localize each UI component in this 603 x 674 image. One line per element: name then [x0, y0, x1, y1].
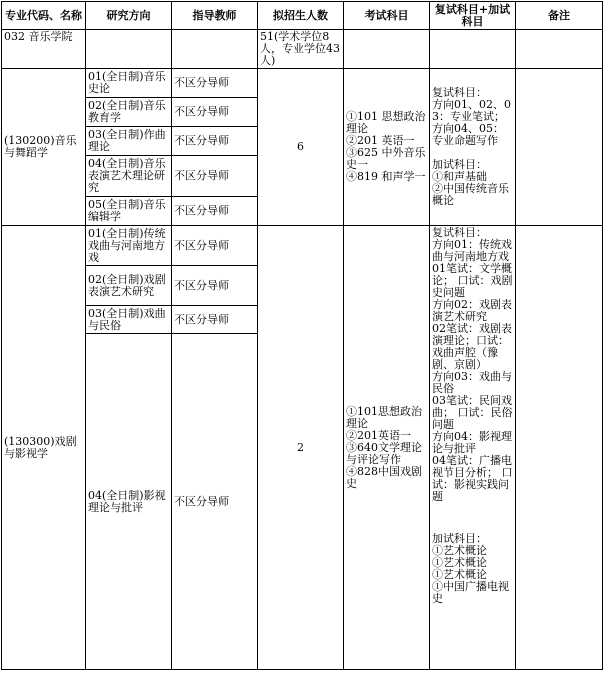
dept-advisor-cell: [172, 30, 258, 69]
exam-item: ③640文学理论与评论写作: [346, 440, 422, 466]
spacer: [432, 503, 513, 533]
exam-item: ④828中国戏剧史: [346, 464, 422, 490]
header-exam: 考试科目: [344, 2, 430, 30]
exam-item: ①101思想政治理论: [346, 404, 422, 430]
major1-direction: 02(全日制)音乐教育学: [86, 98, 172, 127]
major1-direction: 05(全日制)音乐编辑学: [86, 197, 172, 226]
major2-direction: 03(全日制)戏曲与民俗: [86, 306, 172, 334]
major1-advisor: 不区分导师: [172, 197, 258, 226]
header-major: 专业代码、名称: [2, 2, 86, 30]
major1-advisor: 不区分导师: [172, 69, 258, 98]
major1-retest: [430, 69, 516, 226]
dept-notes-cell: [516, 30, 603, 69]
header-retest: 复试科目+加试科目: [430, 2, 516, 30]
major2-advisor: 不区分导师: [172, 266, 258, 306]
dept-direction-cell: [86, 30, 172, 69]
retest-line: 04笔试：广播电视节目分析； 口试：影视实践问题: [432, 454, 513, 503]
dept-row: [2, 30, 603, 69]
major2-exams: [344, 226, 430, 670]
header-advisor: 指导教师: [172, 2, 258, 30]
extra-line: ①艺术概论: [432, 568, 487, 581]
major2-advisor: 不区分导师: [172, 306, 258, 334]
retest-line: 复试科目：: [432, 86, 487, 99]
exam-item: ①101 思想政治理论: [346, 110, 426, 135]
major1-direction: 01(全日制)音乐史论: [86, 69, 172, 98]
dept-retest-cell: [430, 30, 516, 69]
major1-exams: [344, 69, 430, 226]
major2-advisor: 不区分导师: [172, 226, 258, 266]
extra-line: ①和声基础: [432, 170, 487, 183]
dept-exam-cell: [344, 30, 430, 69]
major1-count: 6: [258, 69, 344, 226]
major1-advisor: 不区分导师: [172, 98, 258, 127]
dept-enroll: 51(学术学位8人，专业学位43人): [258, 30, 344, 69]
retest-line: 03笔试：民间戏曲； 口试：民俗问题: [432, 394, 513, 431]
major1-advisor: 不区分导师: [172, 156, 258, 197]
major1-notes: [516, 69, 603, 226]
exam-item: ②201英语一: [346, 428, 411, 442]
major2-retest: [430, 226, 516, 670]
major1-name: (130200)音乐与舞蹈学: [2, 69, 86, 226]
dept-name: 032 音乐学院: [2, 30, 86, 69]
retest-line: 方向04：影视理论与批评: [432, 430, 512, 455]
retest-line: 方向01：传统戏曲与河南地方戏: [432, 238, 512, 263]
exam-item: ③625 中外音乐史一: [346, 146, 426, 171]
header-enroll: 拟招生人数: [258, 2, 344, 30]
major1-direction: 04(全日制)音乐表演艺术理论研究: [86, 156, 172, 197]
extra-line: 加试科目：: [432, 532, 487, 545]
major1-advisor: 不区分导师: [172, 127, 258, 156]
major2-direction: 04(全日制)影视理论与批评: [86, 334, 172, 670]
table-row: [2, 69, 603, 98]
extra-line: ①艺术概论: [432, 556, 487, 569]
major2-direction: 01(全日制)传统戏曲与河南地方戏: [86, 226, 172, 266]
retest-line: 02笔试：戏剧表演理论；口试：戏曲声腔（豫剧、京剧）: [432, 322, 512, 371]
major1-direction: 03(全日制)作曲理论: [86, 127, 172, 156]
major2-name: (130300)戏剧与影视学: [2, 226, 86, 670]
major2-advisor: 不区分导师: [172, 334, 258, 670]
extra-line: ①艺术概论: [432, 544, 487, 557]
retest-line: 方向01、02、03：专业笔试；方向04、05：专业命题写作: [432, 98, 511, 147]
header-row: [2, 2, 603, 30]
header-notes: 备注: [516, 2, 603, 30]
retest-line: 方向02：戏剧表演艺术研究: [432, 298, 512, 323]
retest-line: 复试科目：: [432, 226, 487, 239]
header-direction: 研究方向: [86, 2, 172, 30]
retest-line: 方向03：戏曲与民俗: [432, 370, 512, 395]
major2-direction: 02(全日制)戏剧表演艺术研究: [86, 266, 172, 306]
extra-line: ①中国广播电视史: [432, 580, 509, 605]
exam-item: ②201 英语一: [346, 134, 415, 147]
extra-line: ②中国传统音乐概论: [432, 182, 509, 207]
retest-line: 01笔试：文学概论； 口试：戏剧史问题: [432, 262, 513, 299]
table-row: [2, 226, 603, 266]
admission-table: [1, 1, 603, 670]
major2-notes: [516, 226, 603, 670]
major2-count: 2: [258, 226, 344, 670]
extra-line: 加试科目：: [432, 158, 487, 171]
exam-item: ④819 和声学一: [346, 170, 426, 183]
